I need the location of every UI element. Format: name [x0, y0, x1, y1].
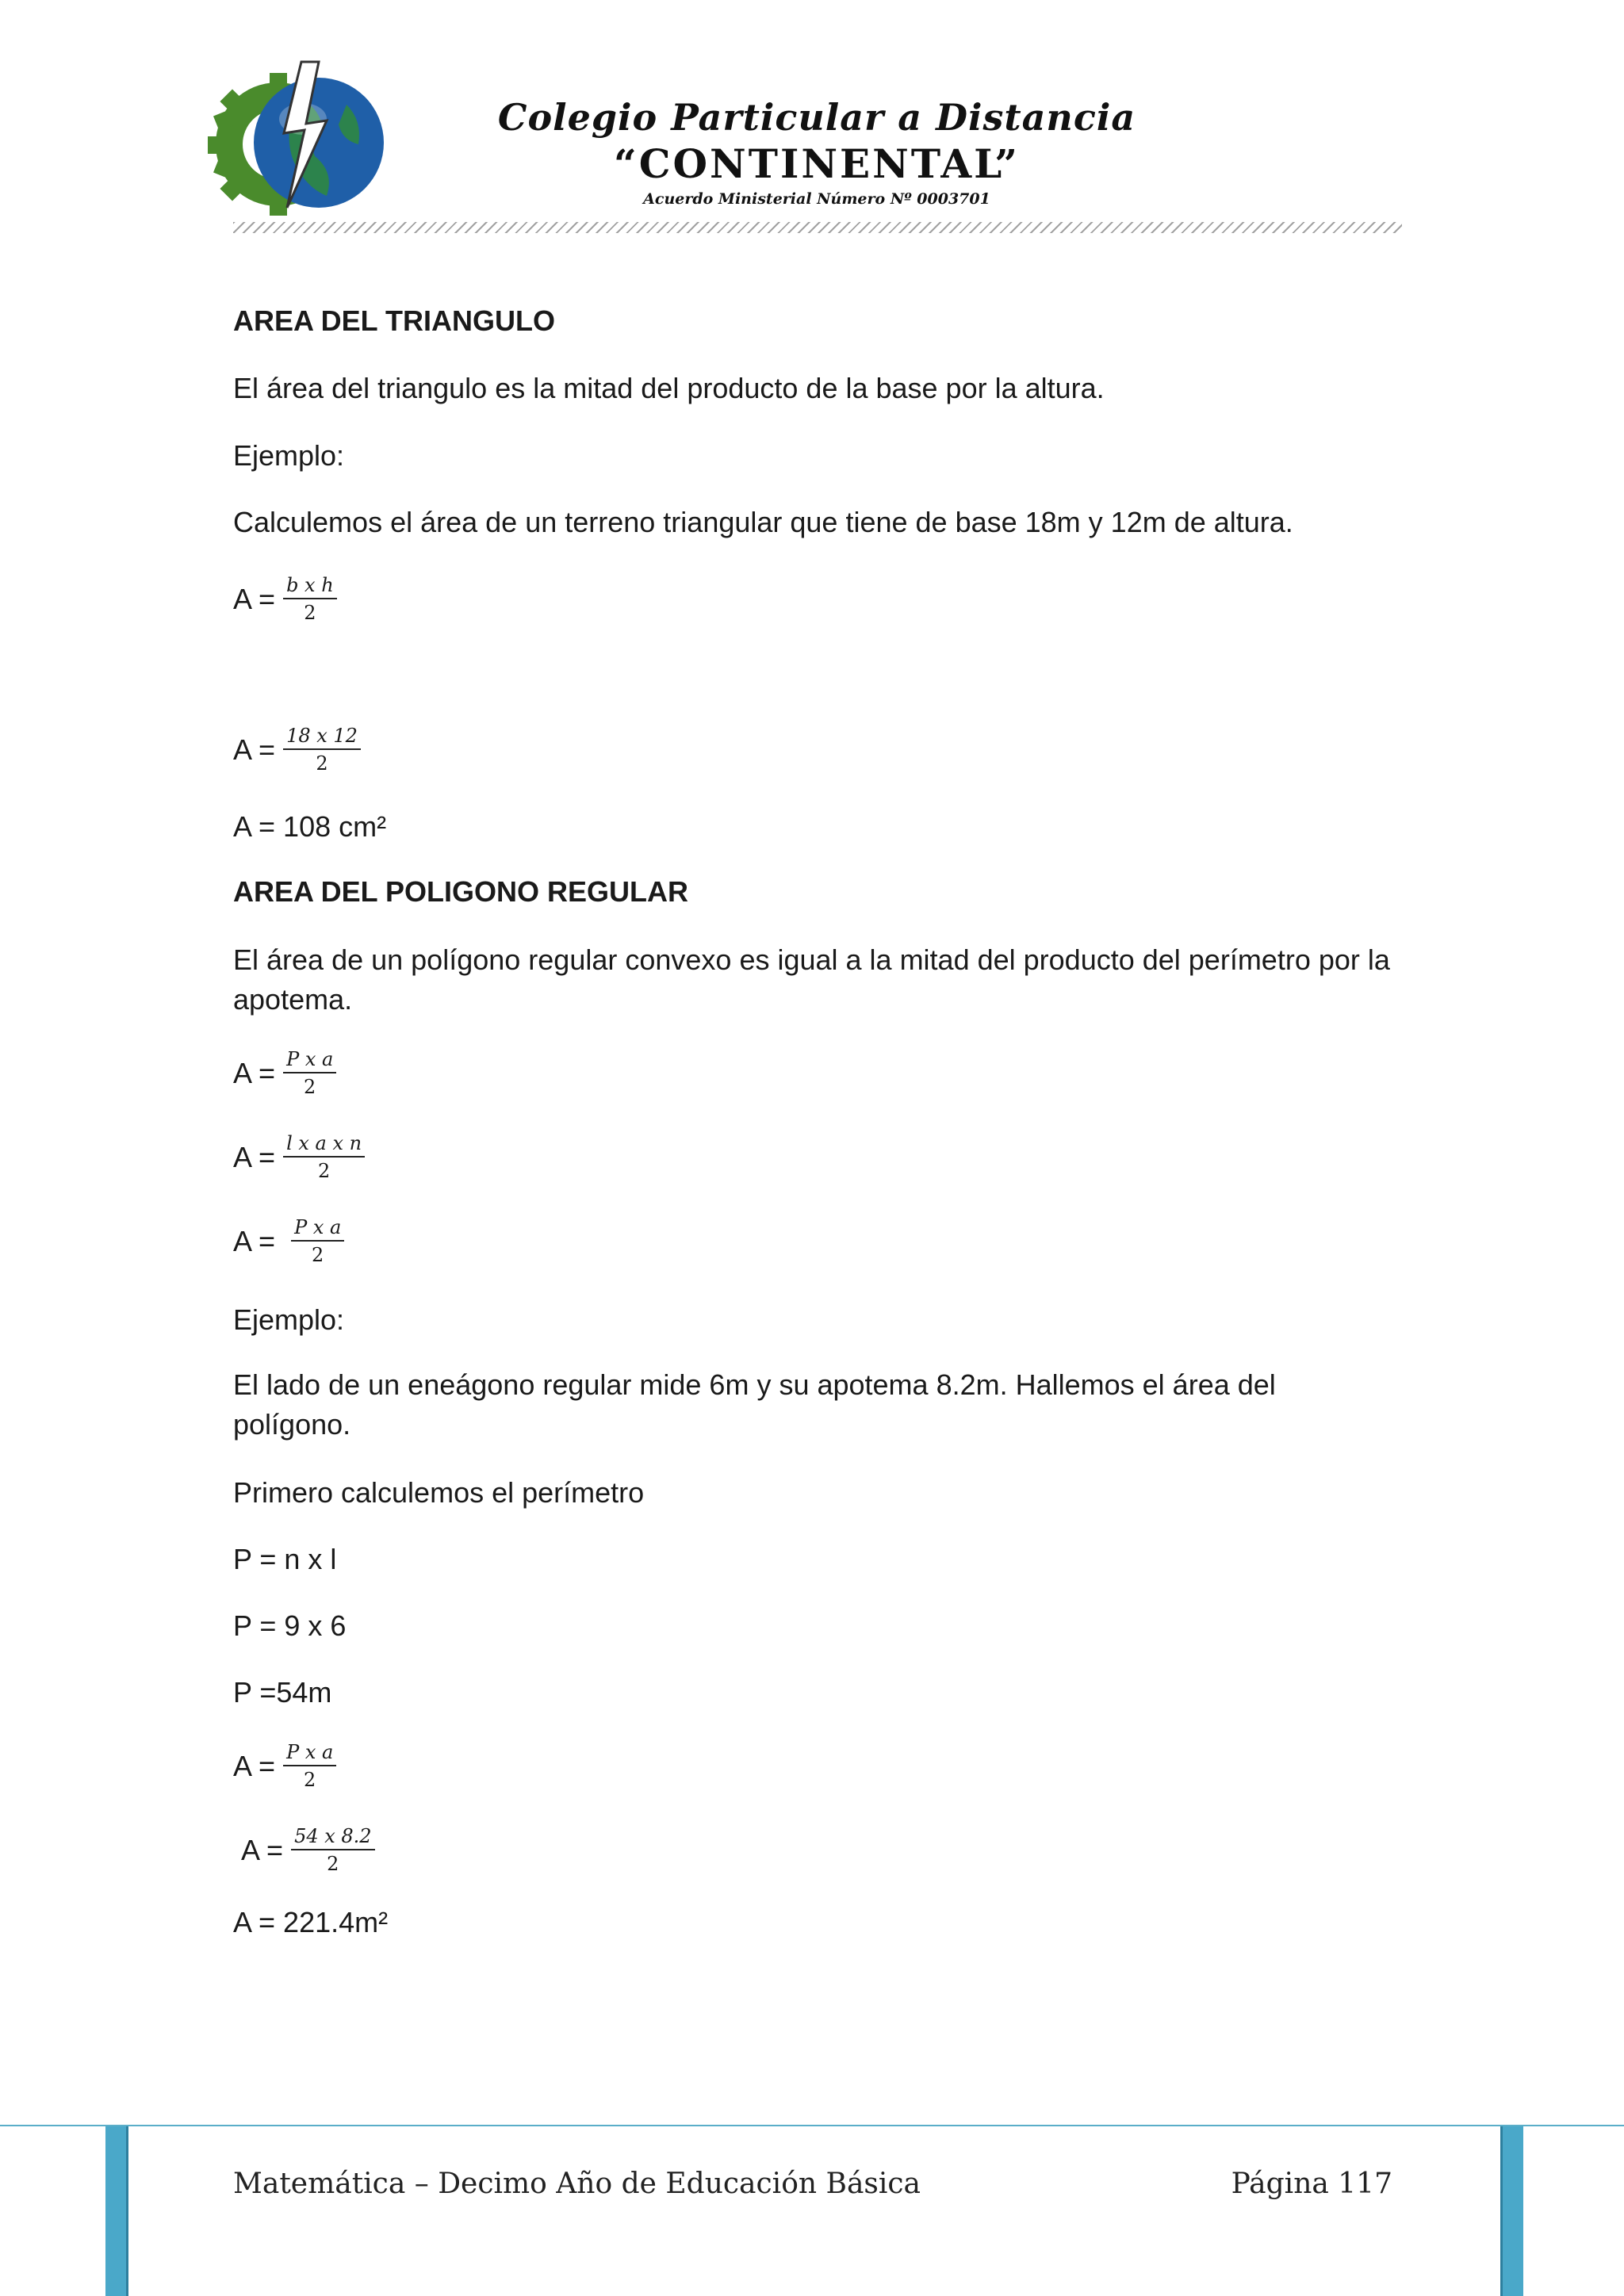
- fraction-denominator: 2: [304, 602, 316, 624]
- heading-triangle-area: AREA DEL TRIANGULO: [233, 304, 556, 337]
- fraction-denominator: 2: [304, 1076, 316, 1098]
- school-header: [444, 95, 1189, 209]
- school-name: Colegio Particular a Distancia: [497, 96, 1136, 139]
- example-label: Ejemplo:: [233, 1303, 345, 1336]
- equation-line: P = n x l: [233, 1543, 337, 1575]
- paragraph: El área de un polígono regular convexo es igual a la mitad del producto del perímetro por la apotema.: [233, 943, 1390, 1016]
- formula: [233, 1215, 344, 1269]
- fraction-numerator: P x a: [283, 1047, 336, 1073]
- equation-line: P = 9 x 6: [233, 1609, 347, 1642]
- formula-lhs: A =: [233, 1225, 276, 1257]
- footer-accent-bar-left: [105, 2126, 128, 2296]
- fraction-numerator: P x a: [291, 1215, 344, 1242]
- formula-lhs: A =: [241, 1834, 284, 1866]
- fraction: [291, 1215, 344, 1269]
- formula: [241, 1823, 375, 1877]
- ministerial-agreement: Acuerdo Ministerial Número Nº 0003701: [643, 190, 990, 208]
- fraction: [283, 1047, 336, 1100]
- formula: [233, 1739, 336, 1793]
- footer-course-title: Matemática – Decimo Año de Educación Básica: [233, 2168, 921, 2200]
- result: A = 108 cm²: [233, 810, 387, 843]
- paragraph: El área del triangulo es la mitad del producto de la base por la altura.: [233, 372, 1105, 404]
- fraction-denominator: 2: [317, 1160, 331, 1182]
- formula-lhs: A =: [233, 583, 276, 615]
- formula-lhs: A =: [233, 1057, 276, 1089]
- fraction-numerator: 18 x 12: [283, 723, 361, 750]
- result: A = 221.4m²: [233, 1906, 389, 1938]
- formula: [233, 1047, 336, 1100]
- example-label: Ejemplo:: [233, 439, 345, 472]
- formula: [233, 1131, 365, 1184]
- fraction-numerator: P x a: [283, 1739, 336, 1766]
- globe-icon: [254, 78, 384, 208]
- paragraph: Calculemos el área de un terreno triangular que tiene de base 18m y 12m de altura.: [233, 506, 1293, 538]
- fraction-denominator: 2: [327, 1853, 339, 1875]
- formula: [233, 723, 361, 777]
- header-divider: [233, 222, 1402, 233]
- school-logo: [208, 57, 390, 224]
- fraction: [291, 1823, 375, 1877]
- fraction-numerator: l x a x n: [283, 1131, 365, 1158]
- formula-lhs: A =: [233, 1141, 276, 1173]
- fraction-denominator: 2: [316, 752, 328, 775]
- formula-lhs: A =: [233, 1750, 276, 1782]
- fraction: [283, 1739, 336, 1793]
- formula-lhs: A =: [233, 733, 276, 766]
- fraction-numerator: 54 x 8.2: [291, 1823, 375, 1850]
- fraction: [283, 723, 361, 777]
- fraction-denominator: 2: [312, 1244, 324, 1266]
- fraction: [283, 572, 337, 626]
- fraction-numerator: b x h: [283, 572, 337, 599]
- footer-accent-bar-right: [1500, 2126, 1523, 2296]
- fraction-denominator: 2: [304, 1769, 316, 1791]
- equation-line: P =54m: [233, 1676, 332, 1709]
- paragraph: El lado de un eneágono regular mide 6m y su apotema 8.2m. Hallemos el área del polígono.: [233, 1368, 1276, 1441]
- formula: [233, 572, 337, 626]
- page-number: Página 117: [1231, 2168, 1392, 2200]
- fraction: [283, 1131, 365, 1184]
- heading-polygon-area: AREA DEL POLIGONO REGULAR: [233, 875, 689, 908]
- footer-divider: [0, 2125, 1624, 2126]
- school-subtitle: “CONTINENTAL”: [613, 140, 1021, 187]
- paragraph: Primero calculemos el perímetro: [233, 1476, 645, 1509]
